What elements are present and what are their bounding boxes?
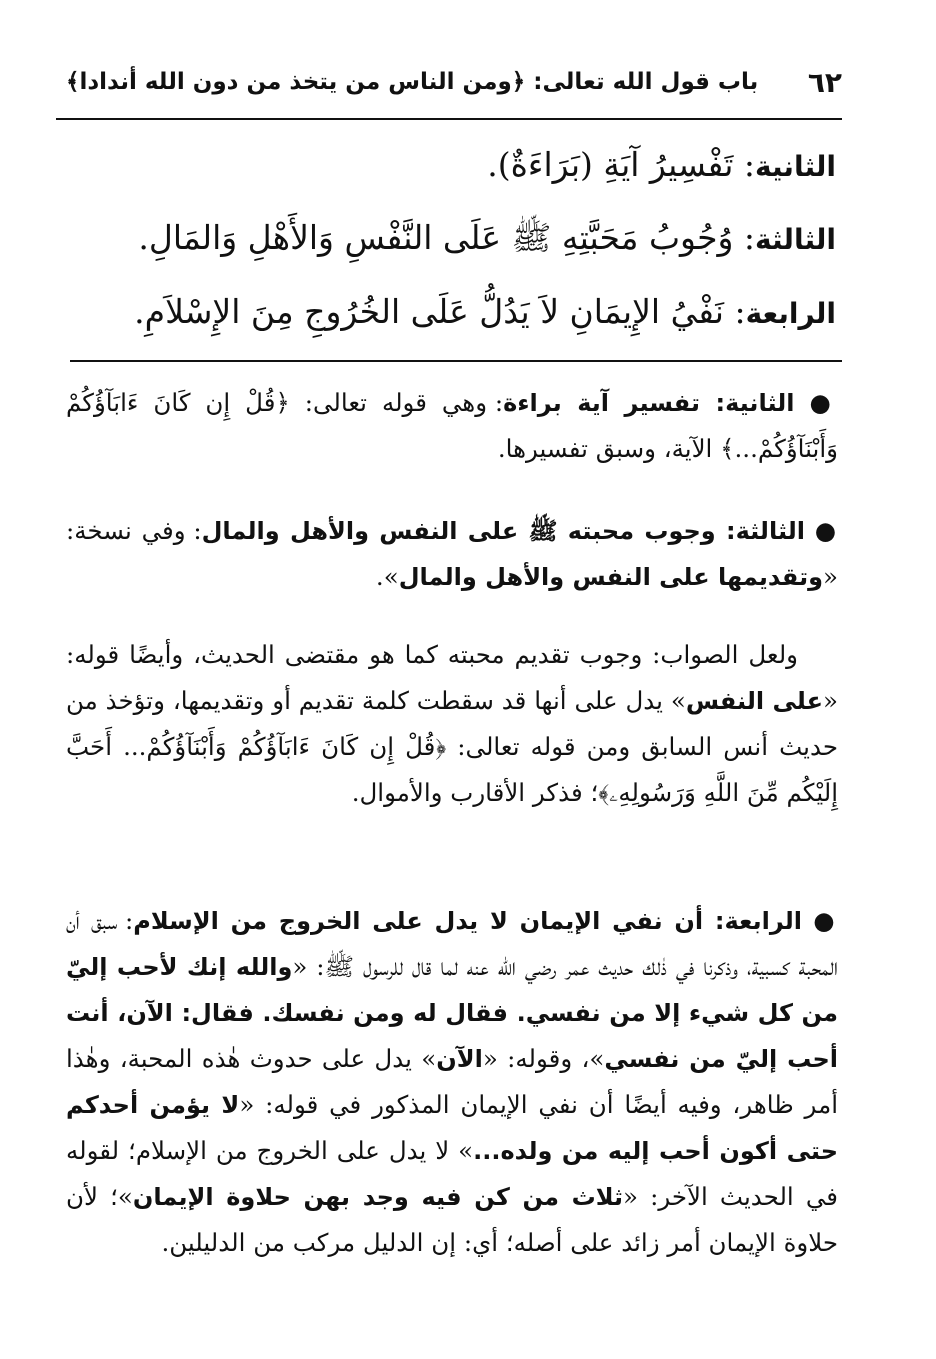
commentary-paragraph-second xyxy=(66,380,838,472)
paragraph-text: : وفي نسخة: « xyxy=(66,516,838,591)
bullet-icon: ● xyxy=(809,388,838,417)
paragraph-text: » لا يدل على الخروج من الإسلام؛ لقوله في الحديث الآخر: « xyxy=(66,1136,838,1211)
paragraph-text: » يدل على أنها قد سقطت كلمة تقديم أو وتقديمها، وتؤخذ من حديث أنس السابق ومن قوله تعالى: ﴿قُلْ إِن كَانَ ءَابَآؤُكُمْ وَأَبْنَآؤُكُمْ... أَحَبَّ إِلَيْكُم مِّنَ اللَّهِ وَرَسُولِهِۦ﴾؛ فذكر الأقارب والأموال. xyxy=(66,686,838,807)
page-number: ٦٢ xyxy=(807,65,842,99)
matn-line-second xyxy=(60,145,836,185)
paragraph-text: : سبق أن المحبة كسبية، وذكرنا في ذٰلك حديث عمر رضي الله عنه لما قال للرسول ﷺ: « xyxy=(66,906,838,981)
commentary-paragraph-fourth xyxy=(66,898,838,1266)
matn-text: : وُجُوبُ مَحَبَّتِهِ ﷺ عَلَى النَّفْسِ وَالأَهْلِ وَالمَالِ. xyxy=(138,218,756,257)
quoted-variant: وتقديمها على النفس والأهل والمال xyxy=(398,563,823,591)
bullet-icon: ● xyxy=(813,906,838,935)
paragraph-text: » يدل على حدوث هٰذه المحبة، وهٰذا أمر ظاهر، وفيه أيضًا أن نفي الإيمان المذكور في قوله: « xyxy=(66,1044,838,1119)
quoted-phrase: على النفس xyxy=(685,687,823,715)
chapter-title: باب قول الله تعالى: ﴿ومن الناس من يتخذ من دون الله أندادا﴾ xyxy=(66,69,759,95)
paragraph-heading: الثانية: تفسير آية براءة xyxy=(503,389,795,417)
header-rule xyxy=(56,118,842,120)
running-header xyxy=(66,60,842,104)
commentary-paragraph-correction xyxy=(66,632,838,816)
paragraph-heading: الثالثة: وجوب محبته ﷺ على النفس والأهل والمال xyxy=(201,517,805,545)
paragraph-text: ». xyxy=(375,562,399,591)
hadith-quote: الآن xyxy=(436,1045,483,1073)
hadith-quote: والله إنك لأحب إليّ من كل شيء إلا من نفسي. فقال له ومن نفسك. فقال: الآن، أنت أحب إليّ من نفسي xyxy=(66,953,839,1073)
hadith-quote: ثلاث من كن فيه وجد بهن حلاوة الإيمان xyxy=(132,1183,623,1211)
matn-text: : نَفْيُ الإِيمَانِ لاَ يَدُلُّ عَلَى الخُرُوجِ مِنَ الإِسْلاَمِ. xyxy=(134,292,746,331)
paragraph-text: ولعل الصواب: وجوب تقديم محبته كما هو مقتضى الحديث، وأيضًا قوله: « xyxy=(66,640,838,715)
paragraph-text: »، وقوله: « xyxy=(482,1044,605,1073)
matn-text: : تَفْسِيرُ آيَةِ (بَرَاءَةٌ). xyxy=(487,145,756,184)
matn-line-third xyxy=(60,218,836,258)
hadith-quote: لا يؤمن أحدكم حتى أكون أحب إليه من ولده... xyxy=(66,1091,838,1165)
matn-label: الثالثة xyxy=(755,223,836,256)
matn-label: الرابعة xyxy=(745,297,836,330)
bullet-icon: ● xyxy=(814,516,838,545)
paragraph-text: »؛ لأن حلاوة الإيمان أمر زائد على أصله؛ أي: إن الدليل مركب من الدليلين. xyxy=(66,1182,838,1257)
paragraph-heading: الرابعة: أن نفي الإيمان لا يدل على الخروج من الإسلام xyxy=(133,907,802,935)
paragraph-text: : وهي قوله تعالى: ﴿قُلْ إِن كَانَ ءَابَآؤُكُمْ وَأَبْنَآؤُكُمْ...﴾ الآية، وسبق تفسيرها. xyxy=(66,388,838,463)
commentary-paragraph-third xyxy=(66,508,838,600)
matn-line-fourth xyxy=(60,292,836,332)
matn-label: الثانية xyxy=(755,150,836,183)
separator-rule xyxy=(70,360,842,362)
